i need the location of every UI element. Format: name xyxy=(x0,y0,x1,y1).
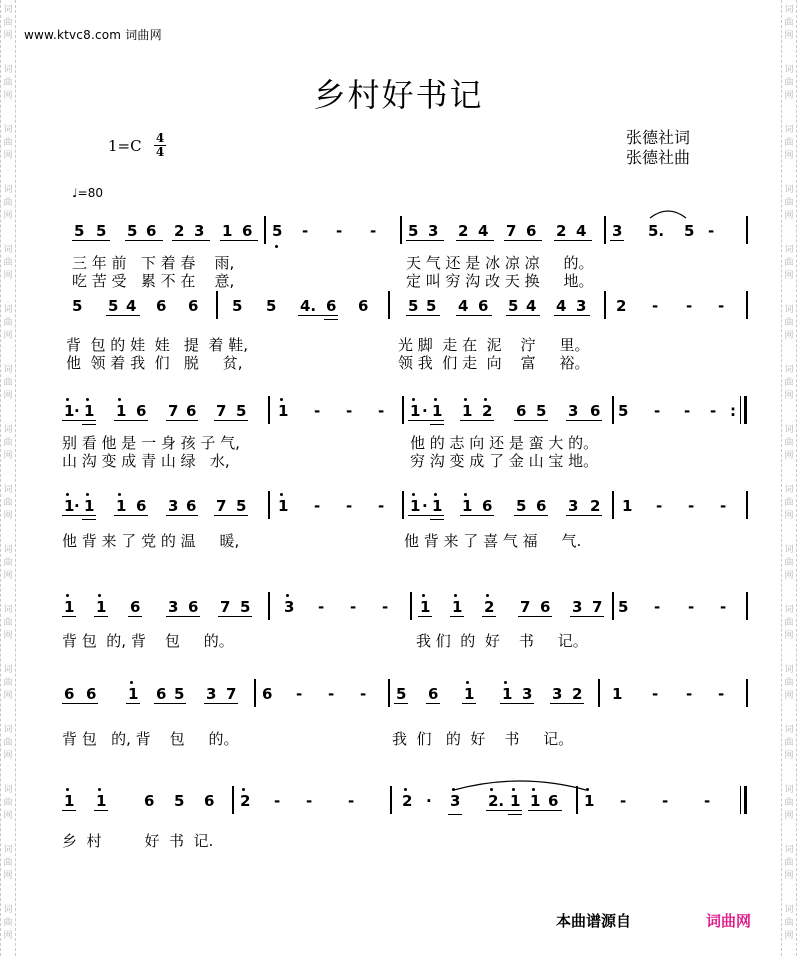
watermark-glyph: 网 xyxy=(784,331,794,341)
watermark-glyph: 曲 xyxy=(784,558,794,568)
watermark-glyph: 网 xyxy=(3,871,13,881)
watermark-glyph: 曲 xyxy=(784,18,794,28)
watermark-glyph: 曲 xyxy=(784,618,794,628)
watermark-glyph: 网 xyxy=(784,511,794,521)
watermark-glyph: 网 xyxy=(784,271,794,281)
watermark-glyph: 曲 xyxy=(784,678,794,688)
watermark-glyph: 网 xyxy=(3,511,13,521)
watermark-glyph: 曲 xyxy=(784,798,794,808)
lyrics-row-2-verse-1a: 背 包 的 娃 娃 提 着 鞋, xyxy=(66,336,248,354)
watermark-glyph: 词 xyxy=(3,785,13,795)
watermark-glyph: 网 xyxy=(3,151,13,161)
watermark-glyph: 网 xyxy=(784,151,794,161)
lyrics-row-2-verse-2b: 领 我 们 走 向 富 裕。 xyxy=(398,354,590,372)
watermark-glyph: 网 xyxy=(784,91,794,101)
watermark-glyph: 词 xyxy=(3,425,13,435)
watermark-glyph: 网 xyxy=(784,931,794,941)
watermark-glyph: 词 xyxy=(784,905,794,915)
watermark-glyph: 词 xyxy=(784,5,794,15)
watermark-glyph: 网 xyxy=(784,31,794,41)
watermark-glyph: 曲 xyxy=(3,438,13,448)
watermark-glyph: 词 xyxy=(3,725,13,735)
watermark-glyph: 词 xyxy=(3,845,13,855)
watermark-glyph: 曲 xyxy=(784,318,794,328)
watermark-glyph: 词 xyxy=(784,725,794,735)
watermark-glyph: 网 xyxy=(784,751,794,761)
watermark-glyph: 网 xyxy=(3,751,13,761)
lyrics-row-1-verse-1b: 天 气 还 是 冰 凉 凉 的。 xyxy=(406,254,594,272)
lyrics-row-3-verse-1b: 他 的 志 向 还 是 蛮 大 的。 xyxy=(410,434,599,452)
lyrics-row-1-verse-2a: 吃 苦 受 累 不 在 意, xyxy=(72,272,235,290)
watermark-glyph: 曲 xyxy=(3,678,13,688)
key-signature: 1=C xyxy=(108,137,142,155)
watermark-glyph: 曲 xyxy=(3,78,13,88)
watermark-glyph: 网 xyxy=(3,691,13,701)
watermark-glyph: 网 xyxy=(784,691,794,701)
lyricist-credit: 张德社词 xyxy=(626,128,691,147)
watermark-glyph: 曲 xyxy=(3,858,13,868)
watermark-glyph: 曲 xyxy=(3,18,13,28)
watermark-glyph: 词 xyxy=(784,845,794,855)
watermark-glyph: 词 xyxy=(3,605,13,615)
lyrics-row-3-verse-2b: 穷 沟 变 成 了 金 山 宝 地。 xyxy=(410,452,599,470)
lyrics-row-5a: 背 包 的, 背 包 的。 xyxy=(62,632,234,650)
watermark-glyph: 词 xyxy=(3,65,13,75)
watermark-glyph: 曲 xyxy=(784,198,794,208)
meter-bottom: 4 xyxy=(155,145,165,159)
watermark-glyph: 词 xyxy=(784,245,794,255)
watermark-glyph: 词 xyxy=(784,305,794,315)
notes-row-6: 6 6 1 6 5 3 7 6 - - - 5 6 1 1 3 3 2 1 - - - xyxy=(64,685,725,703)
lyrics-row-1-verse-2b: 定 叫 穷 沟 改 天 换 地。 xyxy=(406,272,594,290)
watermark-glyph: 词 xyxy=(3,305,13,315)
watermark-glyph: 网 xyxy=(784,571,794,581)
lyrics-row-4a: 他 背 来 了 党 的 温 暖, xyxy=(62,532,240,550)
watermark-glyph: 词 xyxy=(3,245,13,255)
watermark-glyph: 词 xyxy=(784,65,794,75)
watermark-glyph: 网 xyxy=(784,811,794,821)
watermark-glyph: 词 xyxy=(784,605,794,615)
watermark-glyph: 曲 xyxy=(3,318,13,328)
lyrics-row-7: 乡 村 好 书 记. xyxy=(62,832,214,850)
watermark-glyph: 词 xyxy=(784,485,794,495)
watermark-glyph: 词 xyxy=(3,185,13,195)
watermark-glyph: 曲 xyxy=(3,258,13,268)
lyrics-row-1-verse-1a: 三 年 前 下 着 春 雨, xyxy=(72,254,235,272)
notes-row-7: 1 1 6 5 6 2 - - - 2 · 3 2. 1 1 6 1 - - - xyxy=(64,792,711,810)
watermark-glyph: 曲 xyxy=(3,798,13,808)
watermark-glyph: 曲 xyxy=(784,438,794,448)
notes-row-2: 5 5 4 6 6 5 5 4. 6 6 5 5 4 6 5 4 4 3 2 - - - xyxy=(72,297,725,315)
watermark-glyph: 词 xyxy=(3,485,13,495)
time-signature xyxy=(154,132,166,159)
watermark-glyph: 词 xyxy=(784,425,794,435)
watermark-glyph: 词 xyxy=(3,125,13,135)
watermark-glyph: 网 xyxy=(3,451,13,461)
watermark-glyph: 曲 xyxy=(3,558,13,568)
watermark-glyph: 词 xyxy=(784,665,794,675)
watermark-glyph: 曲 xyxy=(784,738,794,748)
watermark-glyph: 网 xyxy=(3,931,13,941)
watermark-glyph: 网 xyxy=(3,391,13,401)
watermark-glyph: 网 xyxy=(784,451,794,461)
watermark-glyph: 词 xyxy=(784,785,794,795)
watermark-glyph: 词 xyxy=(3,545,13,555)
watermark-glyph: 网 xyxy=(784,391,794,401)
watermark-glyph: 词 xyxy=(3,5,13,15)
lyrics-row-4b: 他 背 来 了 喜 气 福 气. xyxy=(404,532,582,550)
notes-row-3: 1 · 1 1 6 7 6 7 5 1 - - - 1 · 1 1 2 6 5 3 6 5 - - - : xyxy=(64,402,736,420)
watermark-glyph: 曲 xyxy=(784,258,794,268)
watermark-glyph: 网 xyxy=(3,91,13,101)
watermark-glyph: 网 xyxy=(784,211,794,221)
watermark-glyph: 词 xyxy=(3,365,13,375)
lyrics-row-5b: 我 们 的 好 书 记。 xyxy=(416,632,588,650)
watermark-glyph: 词 xyxy=(784,545,794,555)
tempo-marking: ♩=80 xyxy=(72,186,103,200)
watermark-glyph: 词 xyxy=(784,125,794,135)
watermark-glyph: 网 xyxy=(3,331,13,341)
watermark-glyph: 曲 xyxy=(784,78,794,88)
notes-row-1: 5 5 5 6 2 3 1 6 5 - - - 5 3 2 4 7 6 2 4 3 5. 5 - xyxy=(74,222,715,240)
watermark-glyph: 网 xyxy=(3,571,13,581)
footer-brand-link[interactable]: 词曲网 xyxy=(706,912,752,930)
watermark-glyph: 网 xyxy=(3,811,13,821)
watermark-glyph: 曲 xyxy=(784,378,794,388)
watermark-glyph: 词 xyxy=(3,905,13,915)
lyrics-row-3-verse-2a: 山 沟 变 成 青 山 绿 水, xyxy=(62,452,230,470)
footer-source: 本曲谱源自 xyxy=(556,912,632,930)
lyrics-row-6a: 背 包 的, 背 包 的。 xyxy=(62,730,239,748)
notes-row-5: 1 1 6 3 6 7 5 3 - - - 1 1 2 7 6 3 7 5 - - - xyxy=(64,598,727,616)
notes-row-4: 1 · 1 1 6 3 6 7 5 1 - - - 1 · 1 1 6 5 6 3 2 1 - - - xyxy=(64,497,727,515)
watermark-glyph: 词 xyxy=(3,665,13,675)
watermark-glyph: 词 xyxy=(784,185,794,195)
watermark-glyph: 曲 xyxy=(3,378,13,388)
site-header[interactable]: www.ktvc8.com 词曲网 xyxy=(24,28,162,42)
watermark-glyph: 曲 xyxy=(3,498,13,508)
watermark-glyph: 网 xyxy=(3,631,13,641)
lyrics-row-6b: 我 们 的 好 书 记。 xyxy=(392,730,574,748)
watermark-glyph: 网 xyxy=(784,871,794,881)
watermark-glyph: 曲 xyxy=(3,738,13,748)
lyrics-row-2-verse-1b: 光 脚 走 在 泥 泞 里。 xyxy=(398,336,590,354)
watermark-glyph: 词 xyxy=(784,365,794,375)
watermark-glyph: 曲 xyxy=(784,918,794,928)
lyrics-row-2-verse-2a: 他 领 着 我 们 脱 贫, xyxy=(66,354,243,372)
watermark-glyph: 曲 xyxy=(3,618,13,628)
watermark-glyph: 曲 xyxy=(784,498,794,508)
watermark-glyph: 曲 xyxy=(784,138,794,148)
watermark-glyph: 曲 xyxy=(3,918,13,928)
watermark-glyph: 曲 xyxy=(784,858,794,868)
song-title: 乡村好书记 xyxy=(313,76,484,114)
watermark-glyph: 网 xyxy=(3,31,13,41)
watermark-glyph: 网 xyxy=(3,271,13,281)
meter-top: 4 xyxy=(155,131,165,145)
watermark-glyph: 曲 xyxy=(3,198,13,208)
watermark-glyph: 曲 xyxy=(3,138,13,148)
watermark-glyph: 网 xyxy=(3,211,13,221)
lyrics-row-3-verse-1a: 别 看 他 是 一 身 孩 子 气, xyxy=(62,434,240,452)
watermark-glyph: 网 xyxy=(784,631,794,641)
composer-credit: 张德社曲 xyxy=(626,148,691,167)
credits xyxy=(626,128,690,168)
